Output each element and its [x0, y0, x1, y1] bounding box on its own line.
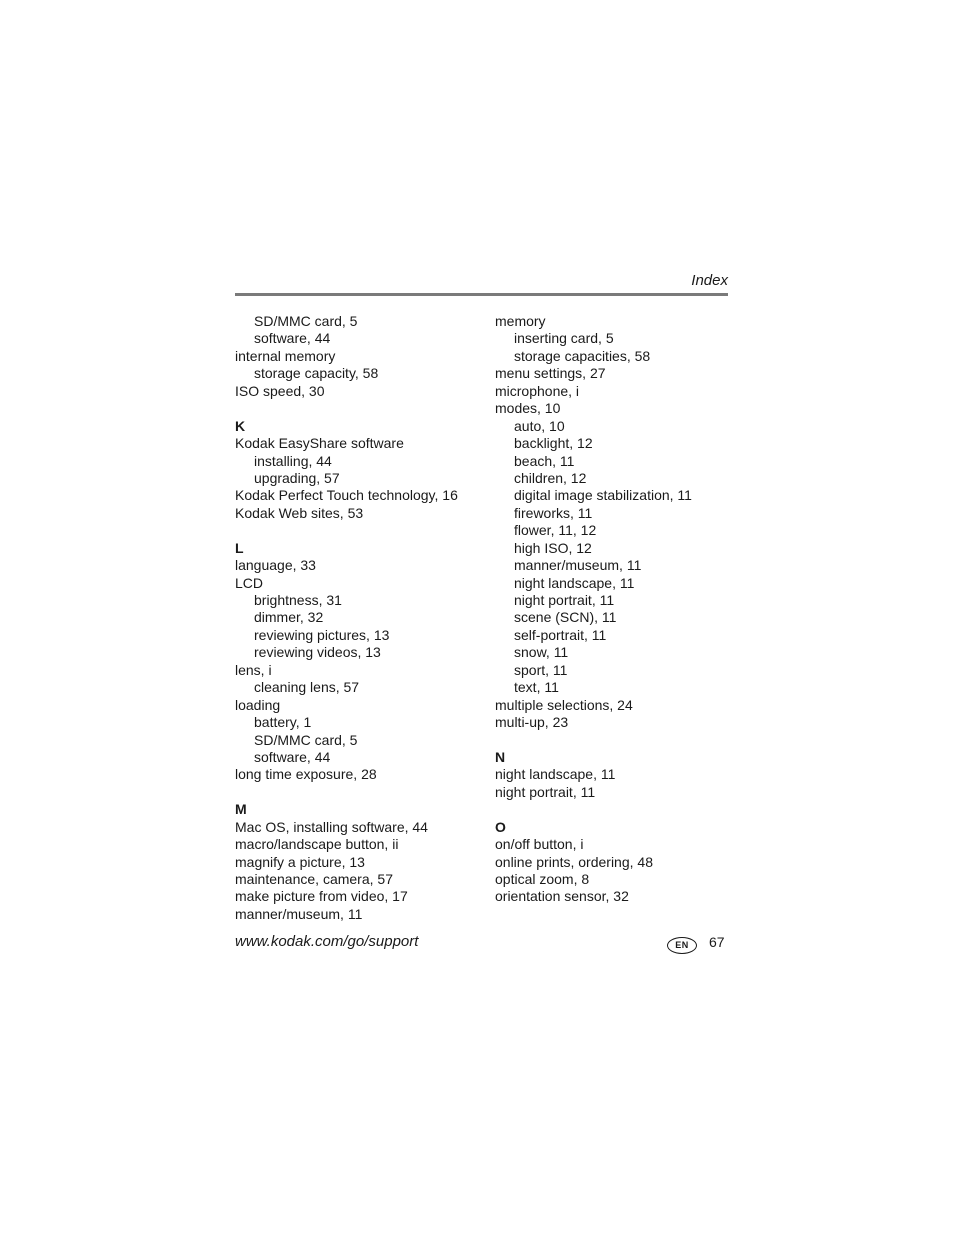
index-entry: menu settings, 27: [495, 365, 606, 382]
index-subentry: night landscape, 11: [514, 574, 635, 591]
index-entry: orientation sensor, 32: [495, 888, 629, 905]
section-gap: [235, 784, 485, 801]
index-entry: Kodak Perfect Touch technology, 16: [235, 487, 458, 504]
index-entry: multiple selections, 24: [495, 696, 633, 713]
index-subentry: children, 12: [514, 469, 587, 486]
index-letter-heading: O: [495, 818, 506, 835]
index-entry: make picture from video, 17: [235, 888, 408, 905]
index-subentry: snow, 11: [514, 644, 569, 661]
index-subentry: sport, 11: [514, 661, 568, 678]
section-gap: [235, 400, 485, 417]
index-subentry: flower, 11, 12: [514, 522, 597, 539]
index-entry: night portrait, 11: [495, 783, 596, 800]
index-subentry: backlight, 12: [514, 435, 593, 452]
index-entry: maintenance, camera, 57: [235, 871, 393, 887]
index-entry: modes, 10: [495, 400, 561, 417]
index-entry: on/off button, i: [495, 836, 584, 853]
support-url: www.kodak.com/go/support: [235, 933, 419, 950]
index-letter-heading: L: [235, 539, 244, 556]
index-subentry: reviewing pictures, 13: [254, 626, 390, 643]
index-column-left: [235, 313, 485, 923]
page-number: 67: [709, 934, 725, 950]
index-subentry: fireworks, 11: [514, 504, 593, 521]
index-letter-heading: N: [495, 748, 506, 765]
index-entry: LCD: [235, 574, 264, 591]
index-subentry: upgrading, 57: [254, 469, 340, 486]
index-entry: internal memory: [235, 347, 336, 364]
index-subentry: dimmer, 32: [254, 609, 324, 626]
index-subentry: SD/MMC card, 5: [254, 313, 358, 329]
index-subentry: SD/MMC card, 5: [254, 731, 358, 748]
index-subentry: battery, 1: [254, 714, 312, 731]
index-subentry: storage capacities, 58: [514, 347, 651, 364]
index-subentry: high ISO, 12: [514, 539, 592, 556]
index-entry: online prints, ordering, 48: [495, 853, 653, 870]
index-entry: Kodak Web sites, 53: [235, 504, 364, 521]
index-entry: language, 33: [235, 557, 316, 574]
index-subentry: brightness, 31: [254, 592, 342, 608]
index-subentry: auto, 10: [514, 417, 565, 434]
header-rule: [235, 293, 728, 296]
index-subentry: software, 44: [254, 330, 331, 347]
index-entry: Kodak EasyShare software: [235, 435, 404, 452]
index-letter-heading: M: [235, 801, 247, 818]
index-subentry: text, 11: [514, 679, 559, 696]
index-subentry: cleaning lens, 57: [254, 679, 360, 696]
index-subentry: manner/museum, 11: [514, 557, 642, 574]
index-entry: optical zoom, 8: [495, 871, 590, 887]
section-gap: [495, 801, 730, 818]
index-subentry: installing, 44: [254, 452, 332, 469]
index-subentry: digital image stabilization, 11: [514, 487, 692, 504]
index-subentry: software, 44: [254, 748, 331, 765]
index-column-right: [495, 313, 730, 906]
index-entry: night landscape, 11: [495, 766, 616, 783]
index-subentry: reviewing videos, 13: [254, 644, 381, 661]
language-badge: EN: [667, 937, 697, 954]
page-header-title: Index: [691, 272, 728, 289]
index-entry: Mac OS, installing software, 44: [235, 818, 428, 835]
index-letter-heading: K: [235, 417, 246, 434]
index-entry: manner/museum, 11: [235, 905, 363, 922]
index-entry: magnify a picture, 13: [235, 853, 365, 870]
index-subentry: storage capacity, 58: [254, 365, 379, 382]
index-subentry: beach, 11: [514, 452, 575, 469]
index-subentry: inserting card, 5: [514, 330, 614, 347]
index-entry: macro/landscape button, ii: [235, 836, 399, 853]
index-entry: ISO speed, 30: [235, 382, 325, 399]
index-subentry: self-portrait, 11: [514, 626, 607, 643]
index-subentry: night portrait, 11: [514, 592, 615, 608]
section-gap: [235, 522, 485, 539]
index-entry: lens, i: [235, 661, 272, 678]
index-entry: microphone, i: [495, 382, 580, 399]
section-gap: [495, 732, 730, 749]
index-subentry: scene (SCN), 11: [514, 609, 617, 626]
index-entry: memory: [495, 313, 546, 329]
index-entry: long time exposure, 28: [235, 766, 377, 783]
index-entry: multi-up, 23: [495, 714, 569, 731]
index-entry: loading: [235, 696, 281, 713]
